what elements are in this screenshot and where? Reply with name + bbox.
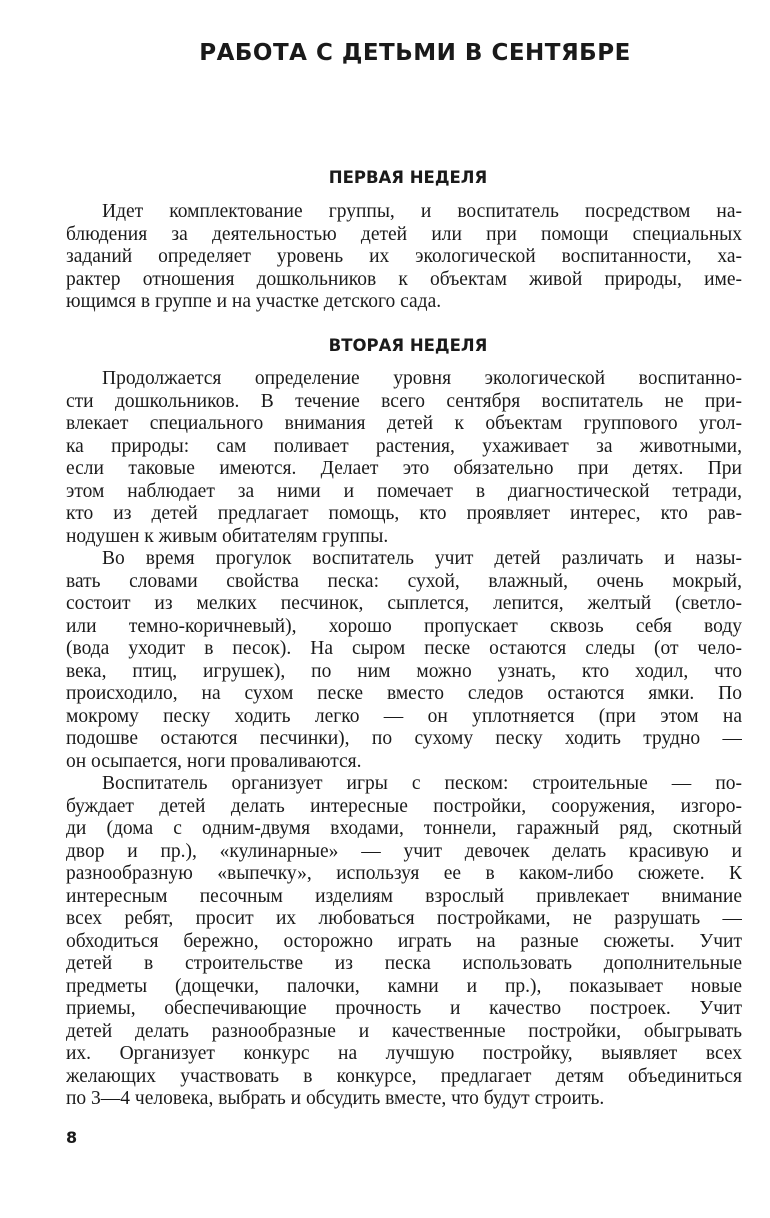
- text-line: заданий определяет уровень их экологической воспитанности, ха-: [66, 246, 742, 267]
- text-line: он осыпается, ноги проваливаются.: [66, 750, 362, 772]
- text-line: обходиться бережно, осторожно играть на разные сюжеты. Учит: [66, 930, 742, 952]
- paragraph: [66, 548, 742, 773]
- text-line: ка природы: сам поливает растения, ухаживает за животными,: [66, 435, 742, 457]
- section-heading-week-1: ПЕРВАЯ НЕДЕЛЯ: [328, 168, 488, 187]
- text-line: происходило, на сухом песке вместо следов остаются ямки. По: [66, 683, 742, 704]
- text-line: влекает специального внимания детей к объектам группового угол-: [66, 413, 742, 434]
- text-line: вать словами свойства песка: сухой, влажный, очень мокрый,: [66, 570, 742, 592]
- text-line: Идет комплектование группы, и воспитатель посредством на-: [102, 201, 742, 222]
- text-line: предметы (дощечки, палочки, камни и пр.), показывает новые: [66, 975, 742, 997]
- paragraph: [66, 368, 742, 548]
- text-line: двор и пр.), «кулинарные» — учит девочек делать красивую и: [66, 840, 742, 862]
- text-line: разнообразную «выпечку», используя ее в каком-либо сюжете. К: [66, 863, 742, 884]
- text-line: или темно-коричневый), хорошо пропускает сквозь себя воду: [66, 615, 742, 637]
- text-line: приемы, обеспечивающие прочность и качество построек. Учит: [66, 998, 742, 1019]
- text-line: интересным песочным изделиям взрослый привлекает внимание: [66, 885, 742, 907]
- text-line: если таковые имеются. Делает это обязательно при детях. При: [66, 458, 742, 479]
- text-line: ди (дома с одним-двумя входами, тоннели, гаражный ряд, скотный: [66, 818, 742, 839]
- text-line: Воспитатель организует игры с песком: строительные — по-: [102, 773, 742, 794]
- text-line: Продолжается определение уровня экологической воспитанно-: [102, 368, 742, 389]
- text-line: буждает детей делать интересные постройки, сооружения, изгоро-: [66, 795, 742, 817]
- text-line: подошве остаются песчинки), по сухому песку ходить трудно —: [66, 728, 742, 749]
- text-line: состоит из мелких песчинок, сыплется, лепится, желтый (светло-: [66, 593, 742, 614]
- text-line: нодушен к живым обитателям группы.: [66, 525, 389, 547]
- text-line: по 3—4 человека, выбрать и обсудить вместе, что будут строить.: [66, 1088, 605, 1109]
- text-line: рактер отношения дошкольников к объектам живой природы, име-: [66, 268, 742, 290]
- text-line: кто из детей предлагает помощь, кто проявляет интерес, кто рав-: [66, 503, 742, 524]
- text-line: века, птиц, игрушек), по ним можно узнать, кто ходил, что: [66, 660, 742, 682]
- text-line: (вода уходит в песок). На сыром песке остаются следы (от чело-: [66, 638, 742, 659]
- paragraph: [66, 201, 742, 314]
- paragraph: [66, 773, 742, 1111]
- section-heading-week-2: ВТОРАЯ НЕДЕЛЯ: [328, 336, 488, 355]
- text-line: этом наблюдает за ними и помечает в диагностической тетради,: [66, 480, 742, 502]
- section-week-2-body: [66, 368, 742, 1111]
- text-line: желающих участвовать в конкурсе, предлагает детям объединиться: [66, 1065, 742, 1087]
- text-line: мокрому песку ходить легко — он уплотняется (при этом на: [66, 705, 742, 727]
- page-number: 8: [66, 1128, 78, 1147]
- text-line: ющимся в группе и на участке детского сада.: [66, 291, 442, 312]
- text-line: их. Организует конкурс на лучшую постройку, выявляет всех: [66, 1043, 742, 1064]
- text-line: сти дошкольников. В течение всего сентября воспитатель не при-: [66, 390, 742, 412]
- text-line: блюдения за деятельностью детей или при помощи специальных: [66, 223, 742, 245]
- page-title: РАБОТА С ДЕТЬМИ В СЕНТЯБРЕ: [199, 40, 631, 66]
- text-line: детей в строительстве из песка использовать дополнительные: [66, 953, 742, 974]
- text-line: Во время прогулок воспитатель учит детей различать и назы-: [102, 548, 742, 569]
- text-line: детей делать разнообразные и качественные постройки, обыгрывать: [66, 1020, 742, 1042]
- text-line: всех ребят, просит их любоваться постройками, не разрушать —: [66, 908, 742, 929]
